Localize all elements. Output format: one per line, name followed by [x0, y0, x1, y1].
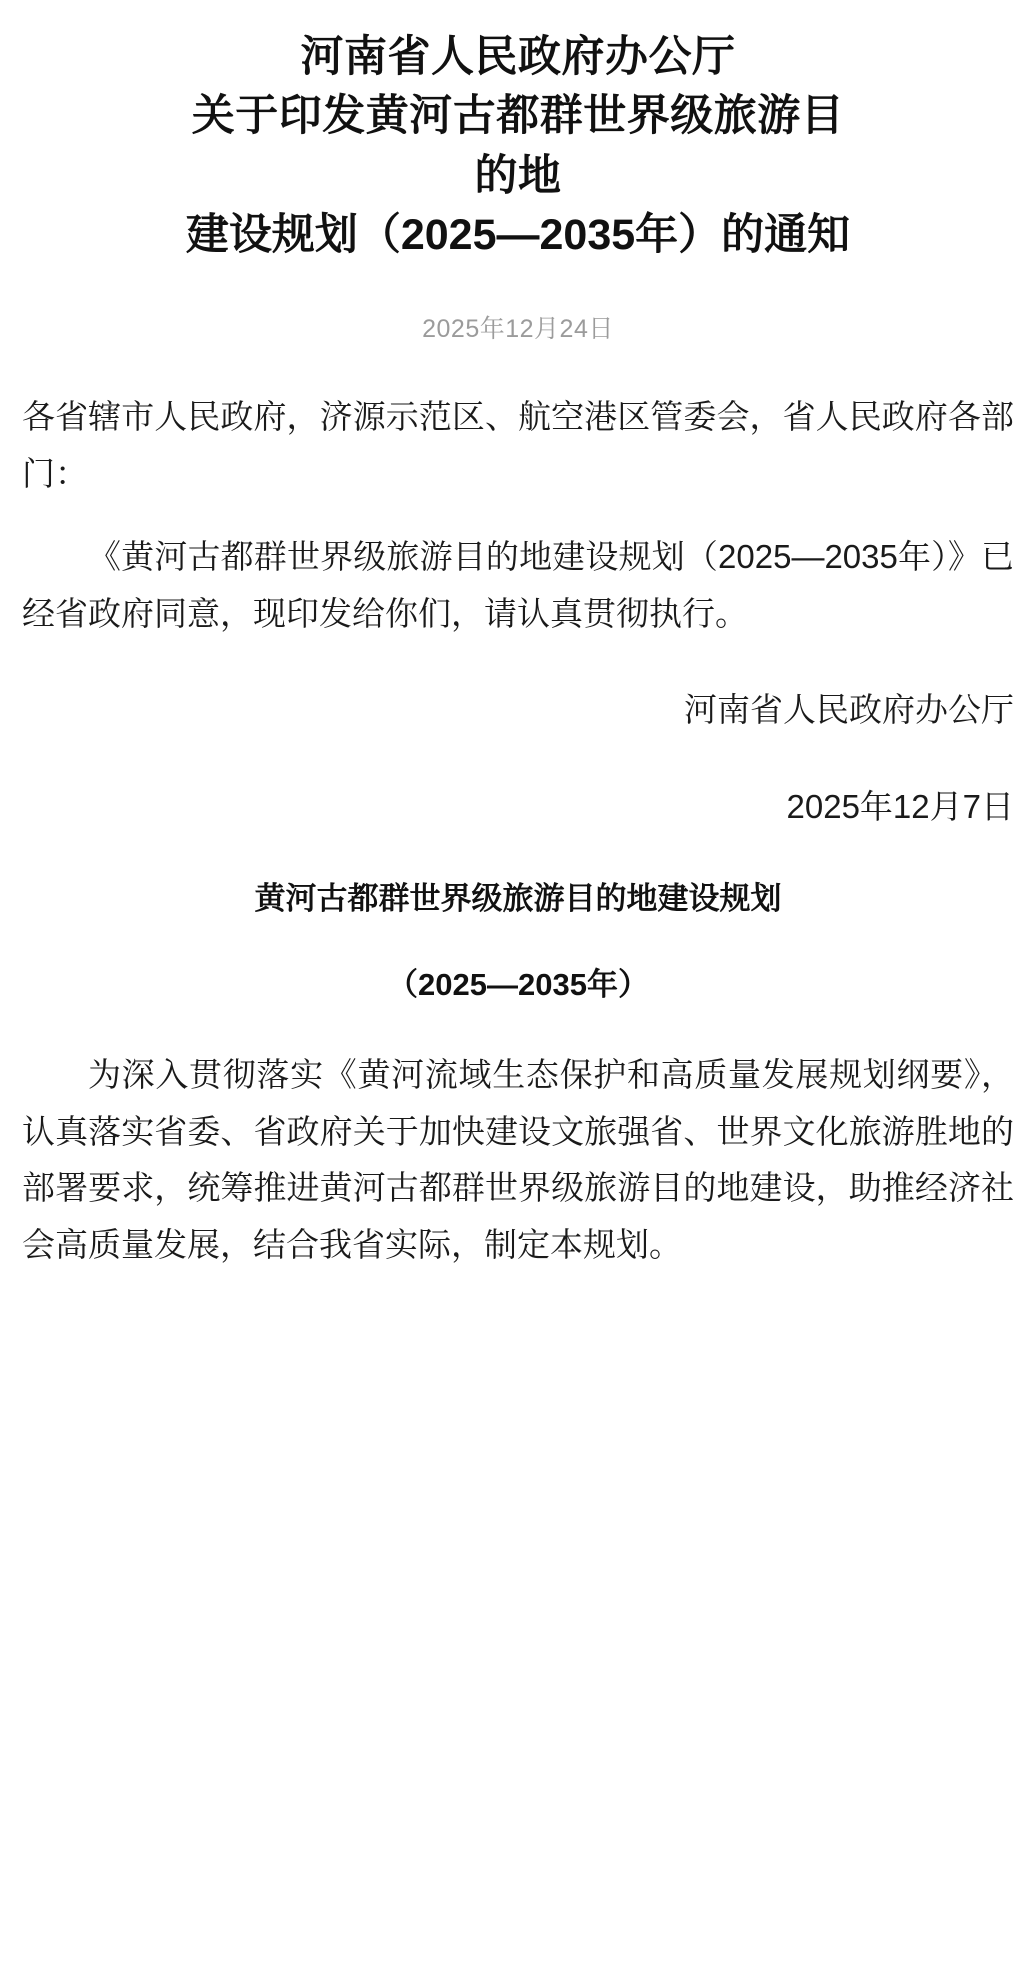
signature-date: 2025年12月7日: [786, 788, 1014, 826]
plan-title-line-2: （2025—2035年）: [387, 967, 649, 1003]
plan-intro-paragraph: 为深入贯彻落实《黄河流域生态保护和高质量发展规划纲要》，认真落实省委、省政府关于加快建设文旅强省、世界文化旅游胜地的部署要求，统筹推进黄河古都群世界级旅游目的地建设，助推经济社会高质量发展，结合我省实际，制定本规划。: [22, 1055, 1014, 1264]
title-line-1: 河南省人民政府办公厅: [300, 33, 736, 81]
title-line-4: 建设规划（2025—2035年）的通知: [185, 210, 851, 259]
plan-title-line-1: 黄河古都群世界级旅游目的地建设规划: [254, 880, 782, 916]
title-line-3: 的地: [474, 151, 562, 200]
publish-date: 2025年12月24日: [422, 315, 614, 344]
title-line-2: 关于印发黄河古都群世界级旅游目: [191, 92, 845, 141]
recipient-paragraph: 各省辖市人民政府，济源示范区、航空港区管委会，省人民政府各部门：: [22, 398, 1014, 493]
signature-organization: 河南省人民政府办公厅: [684, 691, 1014, 729]
signature-block: [22, 682, 1014, 836]
page-title: [22, 28, 1014, 265]
notice-paragraph: 《黄河古都群世界级旅游目的地建设规划（2025—2035年）》已经省政府同意，现印发给你们，请认真贯彻执行。: [22, 537, 1014, 632]
